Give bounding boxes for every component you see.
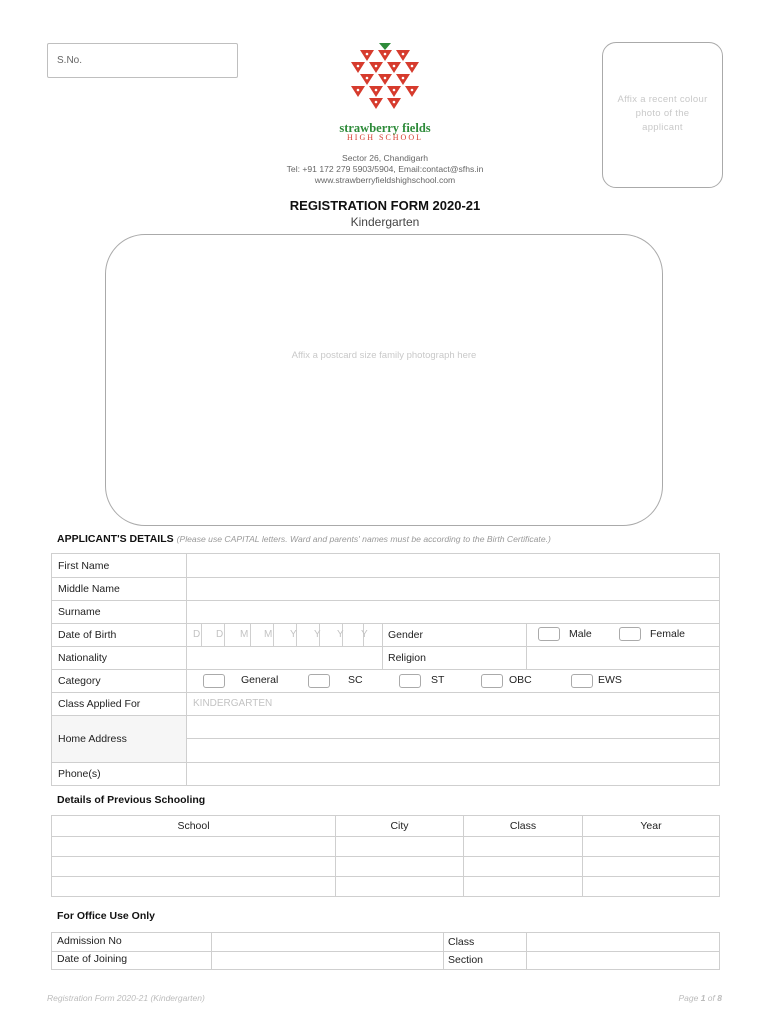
phones-input[interactable] bbox=[187, 763, 719, 786]
dob-year-4[interactable]: Y bbox=[361, 629, 368, 640]
address-line-1: Sector 26, Chandigarh bbox=[342, 153, 428, 163]
category-sc-checkbox[interactable] bbox=[308, 674, 330, 688]
school-subtitle: HIGH SCHOOL bbox=[347, 133, 423, 142]
dob-month-2[interactable]: M bbox=[264, 629, 273, 640]
home-address-line-2-input[interactable] bbox=[187, 739, 719, 762]
office-use-table bbox=[51, 932, 720, 970]
home-address-label: Home Address bbox=[58, 733, 127, 745]
male-label: Male bbox=[569, 628, 592, 640]
office-class-label: Class bbox=[448, 936, 475, 948]
class-applied-label: Class Applied For bbox=[58, 698, 141, 710]
col-class: Class bbox=[509, 820, 537, 832]
dob-year-3[interactable]: Y bbox=[337, 629, 344, 640]
category-label: Category bbox=[58, 675, 101, 687]
applicant-photo-box bbox=[602, 42, 723, 188]
col-year: Year bbox=[640, 820, 662, 832]
nationality-label: Nationality bbox=[58, 652, 108, 664]
female-checkbox[interactable] bbox=[619, 627, 641, 641]
category-ews-checkbox[interactable] bbox=[571, 674, 593, 688]
category-ews-label: EWS bbox=[598, 674, 622, 686]
table-row[interactable] bbox=[52, 877, 719, 896]
male-checkbox[interactable] bbox=[538, 627, 560, 641]
page-current: 1 bbox=[700, 993, 706, 1003]
gender-label: Gender bbox=[388, 629, 424, 641]
serial-number-label: S.No. bbox=[57, 55, 83, 66]
first-name-input[interactable] bbox=[187, 554, 719, 577]
previous-schooling-heading: Details of Previous Schooling bbox=[57, 794, 206, 806]
religion-input[interactable] bbox=[527, 647, 719, 669]
previous-schooling-table bbox=[51, 815, 720, 897]
dob-day-2[interactable]: D bbox=[216, 629, 224, 640]
surname-label: Surname bbox=[58, 606, 101, 618]
middle-name-input[interactable] bbox=[187, 578, 719, 600]
dob-year-1[interactable]: Y bbox=[290, 629, 297, 640]
page-of: of bbox=[707, 993, 715, 1003]
form-title: REGISTRATION FORM 2020-21 bbox=[289, 198, 481, 213]
office-use-heading: For Office Use Only bbox=[57, 910, 156, 922]
category-general-label: General bbox=[241, 674, 279, 686]
applicant-heading-note: (Please use CAPITAL letters. Ward and parents' names must be according to the Birth Certificate.) bbox=[176, 534, 551, 544]
category-obc-checkbox[interactable] bbox=[481, 674, 503, 688]
address-line-3: www.strawberryfieldshighschool.com bbox=[314, 175, 456, 185]
middle-name-label: Middle Name bbox=[58, 583, 120, 595]
category-sc-label: SC bbox=[348, 674, 363, 686]
family-photo-text: Affix a postcard size family photograph here bbox=[291, 350, 477, 361]
section-label: Section bbox=[448, 954, 484, 966]
home-address-line-1-input[interactable] bbox=[187, 716, 719, 738]
address-line-2: Tel: +91 172 279 5903/5904, Email:contact@sfhs.in bbox=[286, 164, 484, 174]
first-name-label: First Name bbox=[58, 560, 110, 572]
dob-month-1[interactable]: M bbox=[240, 629, 249, 640]
category-st-checkbox[interactable] bbox=[399, 674, 421, 688]
page-total: 8 bbox=[717, 993, 722, 1003]
form-subtitle: Kindergarten bbox=[350, 215, 420, 229]
col-school: School bbox=[177, 820, 210, 832]
school-logo bbox=[346, 42, 424, 114]
applicant-photo-text: Affix a recent colour photo of the applicant bbox=[617, 94, 708, 133]
dob-day-1[interactable]: D bbox=[193, 629, 201, 640]
admission-no-label: Admission No bbox=[57, 935, 122, 947]
category-obc-label: OBC bbox=[509, 674, 532, 686]
serial-number-field[interactable] bbox=[47, 43, 238, 78]
applicant-heading-text: APPLICANT'S DETAILS bbox=[57, 533, 174, 545]
date-of-joining-label: Date of Joining bbox=[57, 953, 128, 965]
footer-form-name: Registration Form 2020-21 (Kindergarten) bbox=[47, 993, 205, 1003]
religion-label: Religion bbox=[388, 652, 426, 664]
surname-input[interactable] bbox=[187, 601, 719, 623]
family-photo-box bbox=[105, 234, 663, 526]
footer-page-number bbox=[640, 993, 722, 1003]
col-city: City bbox=[390, 820, 409, 832]
nationality-input[interactable] bbox=[187, 647, 382, 669]
class-applied-value: KINDERGARTEN bbox=[193, 698, 273, 709]
phones-label: Phone(s) bbox=[58, 768, 101, 780]
dob-label: Date of Birth bbox=[58, 629, 117, 641]
dob-year-2[interactable]: Y bbox=[314, 629, 321, 640]
table-row[interactable] bbox=[52, 857, 719, 876]
category-general-checkbox[interactable] bbox=[203, 674, 225, 688]
category-st-label: ST bbox=[431, 674, 445, 686]
school-name: strawberry fields bbox=[339, 121, 431, 135]
applicant-details-heading bbox=[57, 533, 551, 545]
female-label: Female bbox=[650, 628, 686, 640]
table-row[interactable] bbox=[52, 837, 719, 856]
page-prefix: Page bbox=[678, 993, 699, 1003]
applicant-details-table bbox=[51, 553, 720, 786]
